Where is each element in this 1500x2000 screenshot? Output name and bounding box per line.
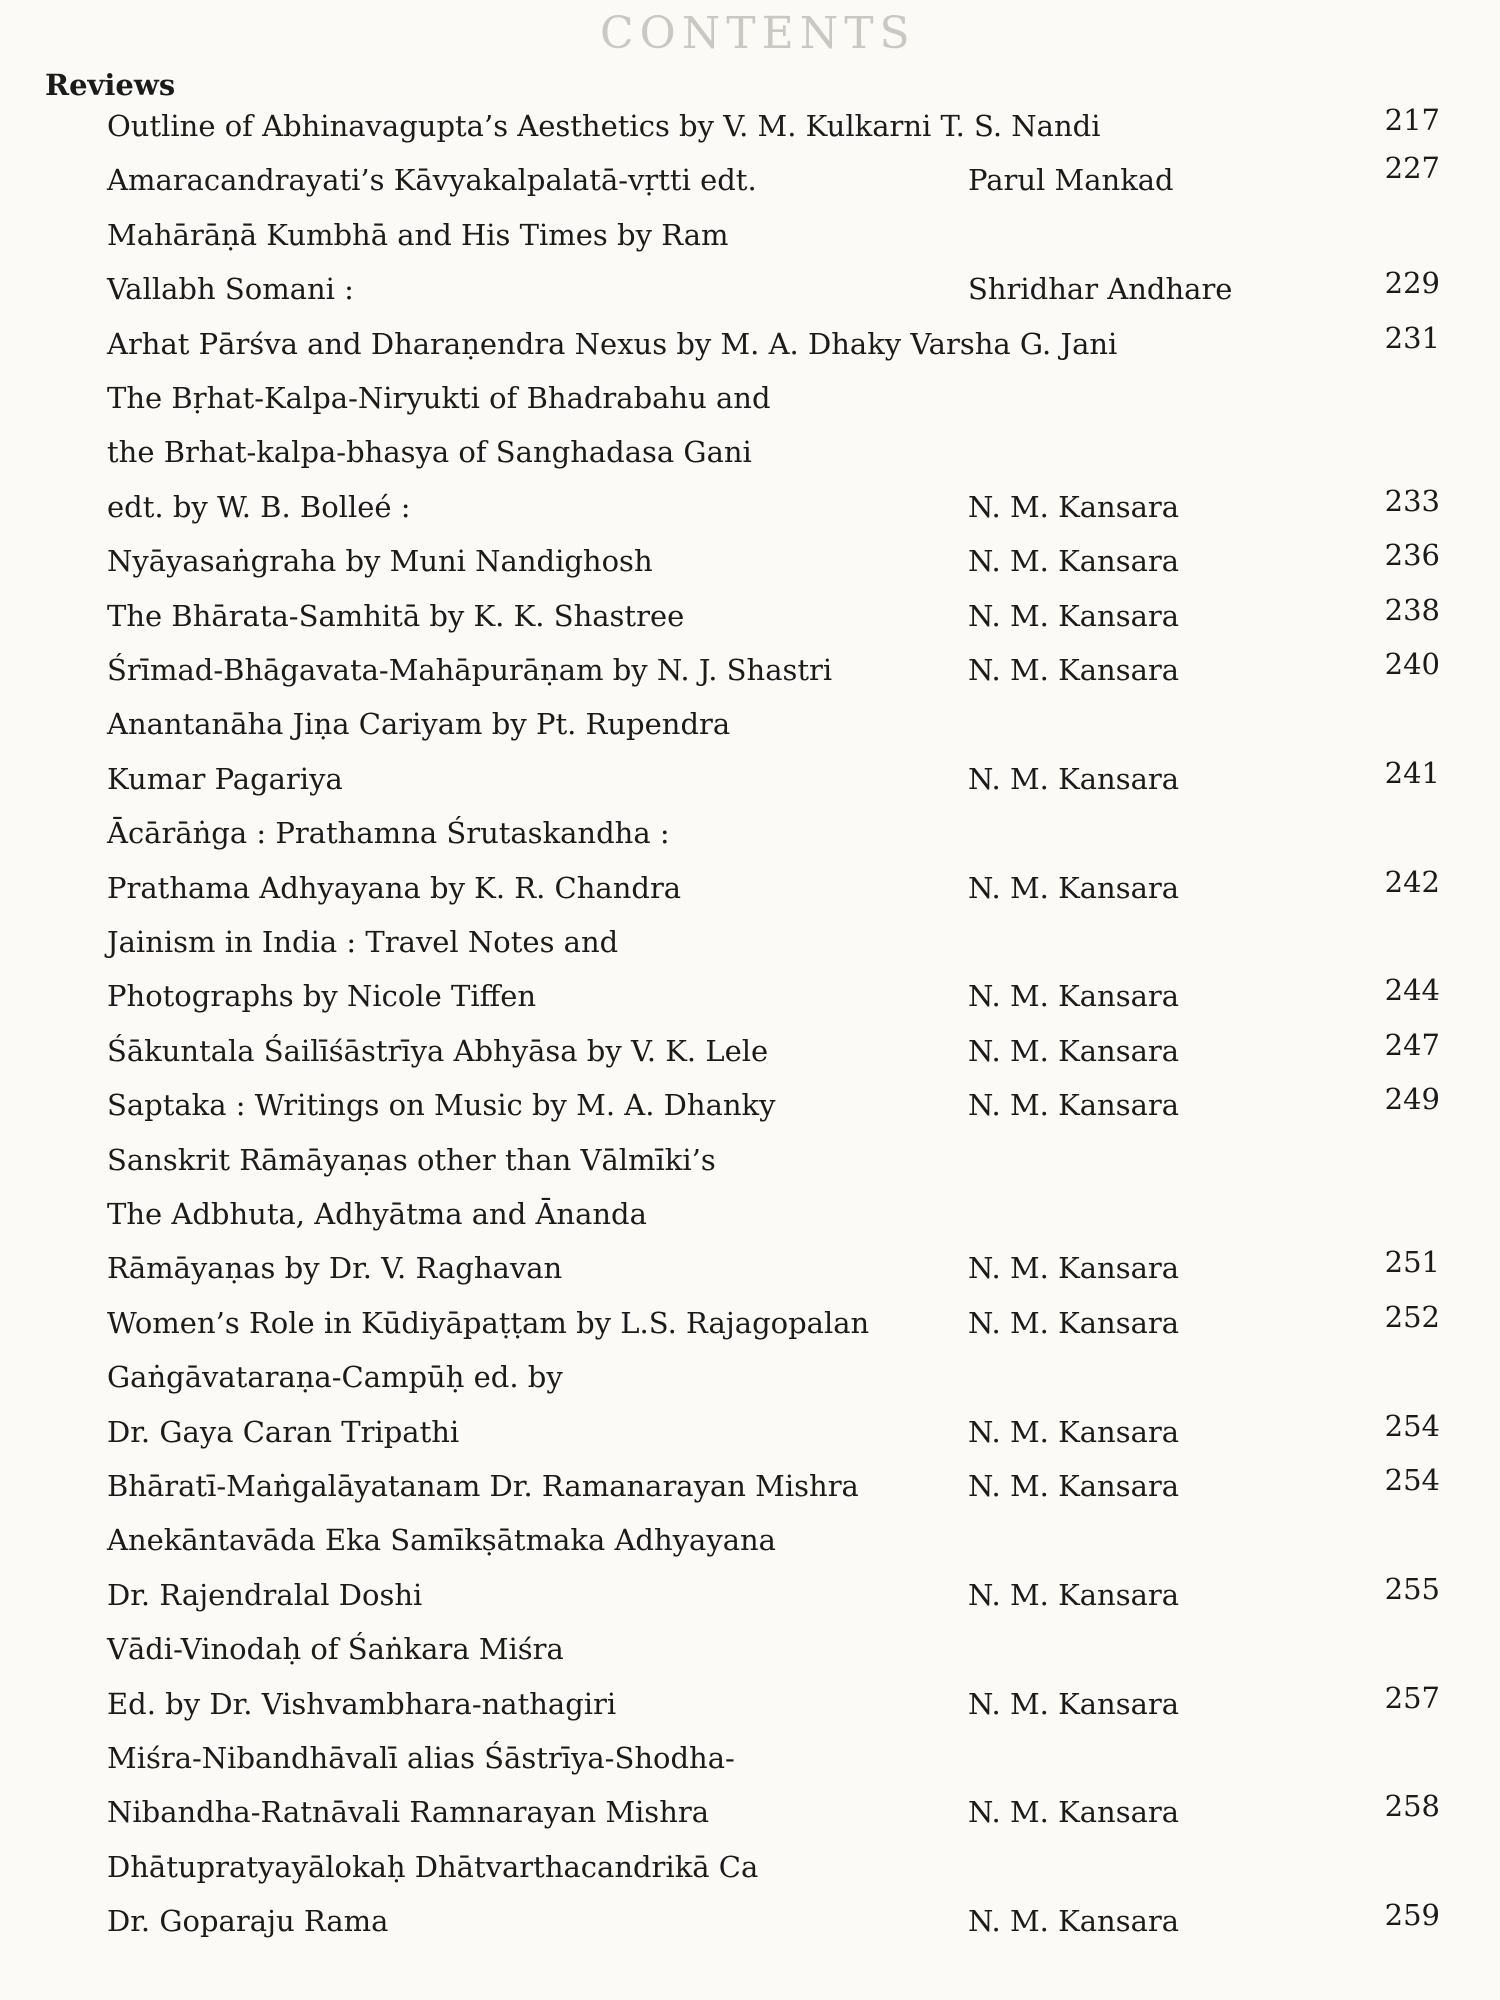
entry-title-line: The Bhārata-Samhitā by K. K. Shastree <box>107 598 685 633</box>
entry-page-number: 257 <box>1384 1680 1440 1715</box>
entry-title-line: The Adbhuta, Adhyātma and Ānanda <box>107 1197 647 1231</box>
entry-reviewer: N. M. Kansara <box>968 489 1180 524</box>
entry-page-number: 259 <box>1384 1898 1440 1933</box>
entry-title-line: Arhat Pārśva and Dharaṇendra Nexus by M. A. Dhaky Varsha G. Jani <box>107 326 1118 361</box>
entry-page-number: 241 <box>1384 755 1440 790</box>
entry-title-line: Prathama Adhyayana by K. R. Chandra <box>107 870 682 905</box>
entry-page-number: 227 <box>1384 151 1440 186</box>
entry-reviewer: N. M. Kansara <box>968 598 1180 633</box>
entry-title-line: Vallabh Somani : <box>107 272 354 307</box>
entry-page-number: 233 <box>1384 483 1440 518</box>
entry-title-line: edt. by W. B. Bolleé : <box>107 489 411 524</box>
entry-page-number: 247 <box>1384 1027 1440 1062</box>
entry-title-line: Dr. Gaya Caran Tripathi <box>107 1414 460 1449</box>
entry-reviewer: N. M. Kansara <box>968 544 1180 579</box>
entry-reviewer: Parul Mankad <box>968 163 1174 198</box>
entry-reviewer: N. M. Kansara <box>968 1469 1180 1503</box>
entry-title-line: Nibandha-Ratnāvali Ramnarayan Mishra <box>107 1795 710 1830</box>
entry-title-line: Jainism in India : Travel Notes and <box>107 925 619 959</box>
entry-page-number: 258 <box>1384 1789 1440 1824</box>
entry-title-line: Kumar Pagariya <box>107 761 343 796</box>
entry-page-number: 254 <box>1384 1463 1440 1497</box>
entry-reviewer: N. M. Kansara <box>968 1686 1180 1721</box>
entry-title-line: Śrīmad-Bhāgavata-Mahāpurāṇam by N. J. Shastri <box>107 653 833 687</box>
section-heading-reviews: Reviews <box>45 68 176 102</box>
entry-title-line: Photographs by Nicole Tiffen <box>107 979 537 1014</box>
entry-page-number: 229 <box>1384 266 1440 301</box>
entry-reviewer: N. M. Kansara <box>968 1904 1180 1939</box>
entry-page-number: 240 <box>1384 647 1440 681</box>
entry-title-line: Ācārāṅga : Prathamna Śrutaskandha : <box>107 816 670 851</box>
entry-reviewer: N. M. Kansara <box>968 761 1180 796</box>
entry-page-number: 231 <box>1384 320 1440 355</box>
entry-title-line: Miśra-Nibandhāvalī alias Śāstrīya-Shodha- <box>107 1741 735 1775</box>
entry-title-line: Amaracandrayati’s Kāvyakalpalatā-vṛtti edt. <box>107 163 757 198</box>
entry-page-number: 255 <box>1384 1571 1440 1606</box>
entry-title-line: The Bṛhat-Kalpa-Niryukti of Bhadrabahu and <box>107 381 771 415</box>
entry-page-number: 249 <box>1384 1082 1440 1117</box>
entry-title-line: Outline of Abhinavagupta’s Aesthetics by V. M. Kulkarni T. S. Nandi <box>107 109 1101 143</box>
entry-reviewer: N. M. Kansara <box>968 1033 1180 1068</box>
entry-title-line: Bhāratī-Maṅgalāyatanam Dr. Ramanarayan Mishra <box>107 1469 859 1503</box>
entry-page-number: 217 <box>1384 103 1440 137</box>
entry-title-line: Nyāyasaṅgraha by Muni Nandighosh <box>107 544 653 579</box>
entry-page-number: 251 <box>1384 1245 1440 1280</box>
entry-title-line: Anekāntavāda Eka Samīkṣātmaka Adhyayana <box>107 1523 776 1558</box>
entry-title-line: Vādi-Vinodaḥ of Śaṅkara Miśra <box>107 1632 564 1667</box>
entry-page-number: 242 <box>1384 864 1440 899</box>
entry-page-number: 238 <box>1384 592 1440 627</box>
entry-title-line: Anantanāha Jiṇa Cariyam by Pt. Rupendra <box>107 707 731 742</box>
entry-title-line: Śākuntala Śailīśāstrīya Abhyāsa by V. K. Lele <box>107 1033 769 1068</box>
entry-reviewer: N. M. Kansara <box>968 1305 1180 1340</box>
entry-page-number: 252 <box>1384 1299 1440 1334</box>
entry-title-line: Dr. Rajendralal Doshi <box>107 1577 423 1612</box>
entry-reviewer: N. M. Kansara <box>968 979 1180 1014</box>
entry-reviewer: N. M. Kansara <box>968 1088 1180 1123</box>
entry-title-line: Dhātupratyayālokaḥ Dhātvarthacandrikā Ca <box>107 1849 759 1884</box>
entry-page-number: 254 <box>1384 1408 1440 1443</box>
entry-title-line: Ed. by Dr. Vishvambhara-nathagiri <box>107 1686 617 1721</box>
entry-title-line: Gaṅgāvataraṇa-Campūḥ ed. by <box>107 1360 563 1395</box>
page-title: CONTENTS <box>600 8 916 59</box>
entry-title-line: Saptaka : Writings on Music by M. A. Dhanky <box>107 1088 776 1123</box>
entry-reviewer: Shridhar Andhare <box>968 272 1233 307</box>
entry-reviewer: N. M. Kansara <box>968 1795 1180 1830</box>
entry-title-line: Women’s Role in Kūdiyāpaṭṭam by L.S. Rajagopalan <box>107 1305 870 1340</box>
entry-title-line: Sanskrit Rāmāyaṇas other than Vālmīki’s <box>107 1142 716 1177</box>
entry-title-line: Dr. Goparaju Rama <box>107 1904 389 1939</box>
entry-reviewer: N. M. Kansara <box>968 1414 1180 1449</box>
entry-title-line: the Brhat-kalpa-bhasya of Sanghadasa Gani <box>107 435 752 470</box>
entry-page-number: 244 <box>1384 973 1440 1008</box>
entry-title-line: Rāmāyaṇas by Dr. V. Raghavan <box>107 1251 563 1286</box>
entry-reviewer: N. M. Kansara <box>968 653 1180 687</box>
entry-page-number: 236 <box>1384 538 1440 573</box>
entry-reviewer: N. M. Kansara <box>968 1251 1180 1286</box>
entry-title-line: Mahārāṇā Kumbhā and His Times by Ram <box>107 217 729 252</box>
entry-reviewer: N. M. Kansara <box>968 870 1180 905</box>
entry-reviewer: N. M. Kansara <box>968 1577 1180 1612</box>
